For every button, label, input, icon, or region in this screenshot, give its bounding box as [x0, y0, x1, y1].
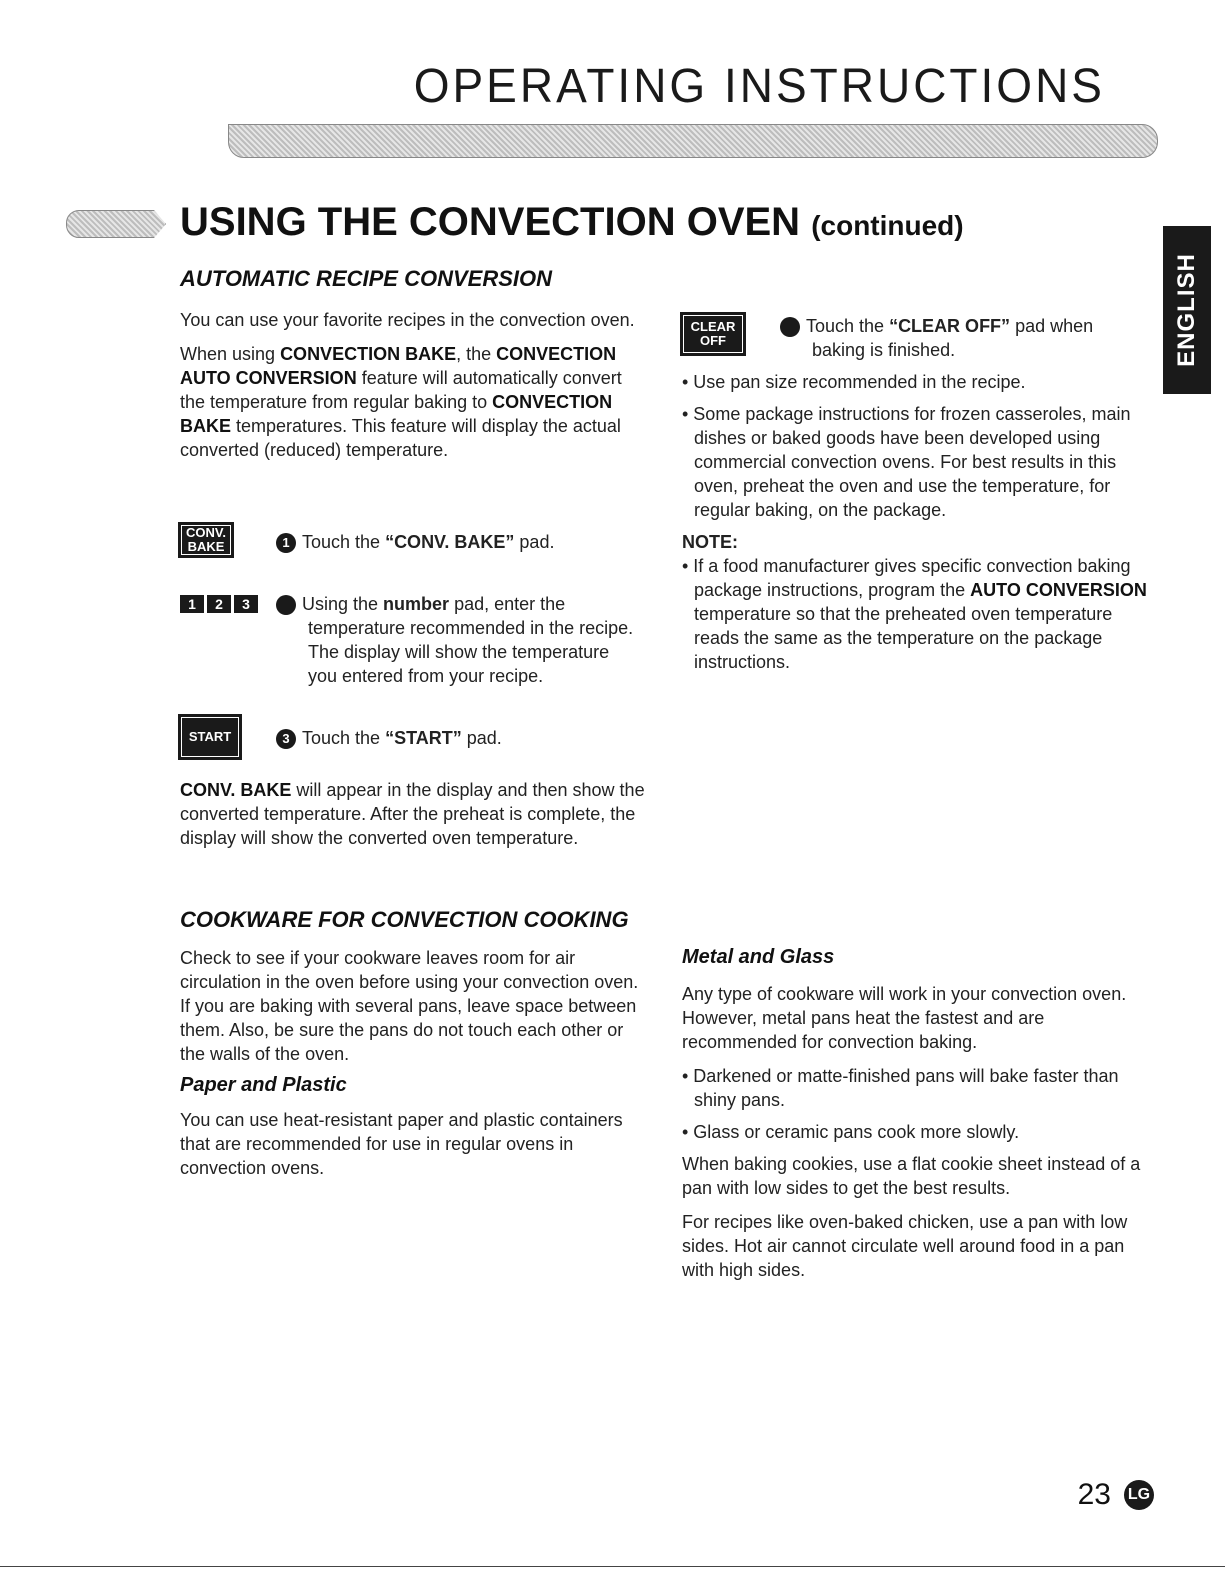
language-tab: [1163, 226, 1211, 394]
step-2-number: 2: [276, 595, 296, 615]
step-3: 3 Touch the “START” pad.: [276, 726, 636, 750]
language-tab-label: ENGLISH: [1173, 253, 1200, 367]
conv-bake-pad-icon: CONV. BAKE: [178, 522, 234, 558]
section-heading: [180, 200, 964, 245]
cookware-heading: COOKWARE FOR CONVECTION COOKING: [180, 907, 629, 932]
section-marker: [66, 210, 166, 238]
metal-glass-heading: Metal and Glass: [682, 946, 835, 968]
clear-off-pad-icon: CLEAR OFF: [680, 312, 746, 356]
chicken-text: For recipes like oven-baked chicken, use a pan with low sides. Hot air cannot circulate well around food in a pan with high sides.: [682, 1212, 1128, 1280]
page-title: OPERATING INSTRUCTIONS: [413, 57, 1105, 113]
tip-pan-size: • Use pan size recommended in the recipe.: [682, 372, 1026, 392]
auto-conversion-description: When using CONVECTION BAKE, the CONVECTION AUTO CONVERSION feature will automatically convert the temperature from regular baking to CONVECTION BAKE temperatures. This feature will display the actual converted (reduced) temperature.: [180, 344, 622, 460]
step-1-number: 1: [276, 533, 296, 553]
section-suffix: (continued): [811, 210, 964, 241]
metal-glass-text: Any type of cookware will work in your convection oven. However, metal pans heat the fastest and are recommended for convection baking.: [682, 984, 1127, 1052]
section-title: USING THE CONVECTION OVEN: [180, 200, 801, 244]
step-3-number: 3: [276, 729, 296, 749]
step-4: 4 Touch the “CLEAR OFF” pad when baking is finished.: [770, 316, 1094, 360]
step-4-number: 4: [780, 317, 800, 337]
paper-plastic-text: You can use heat-resistant paper and plastic containers that are recommended for use in regular ovens in convection ovens.: [180, 1110, 623, 1178]
number-pad-icon: 1 2 3: [180, 595, 258, 613]
page-number: 23: [1077, 1478, 1111, 1511]
auto-conversion-intro: You can use your favorite recipes in the convection oven.: [180, 310, 635, 330]
tip-darkened-pans: • Darkened or matte-finished pans will bake faster than shiny pans.: [682, 1066, 1119, 1110]
cookie-text: When baking cookies, use a flat cookie sheet instead of a pan with low sides to get the best results.: [682, 1154, 1141, 1198]
cookware-intro: Check to see if your cookware leaves room for air circulation in the oven before using your convection oven. If you are baking with several pans, leave space between them. Also, be sure the pans do not touch each other or the walls of the oven.: [180, 948, 639, 1064]
conv-bake-display-note: CONV. BAKE will appear in the display and then show the converted temperature. After the preheat is complete, the display will show the converted oven temperature.: [180, 780, 645, 848]
auto-conversion-body: [180, 308, 640, 472]
step-2: 2 Using the number pad, enter the temperature recommended in the recipe. The display will show the temperature you entered from your recipe.: [266, 594, 634, 686]
auto-conversion-tips: [682, 370, 1160, 682]
paper-plastic-heading: Paper and Plastic: [180, 1074, 347, 1096]
start-pad-icon: START: [178, 714, 242, 760]
auto-conversion-heading: AUTOMATIC RECIPE CONVERSION: [180, 266, 552, 291]
title-decorative-bar: [228, 124, 1158, 158]
lg-logo-icon: LG: [1124, 1480, 1154, 1510]
bottom-rule: [0, 1566, 1225, 1567]
tip-package-instructions: • Some package instructions for frozen casseroles, main dishes or baked goods have been developed using commercial convection ovens. For best results in this oven, preheat the oven and use the temperature, for regular baking, on the package.: [682, 404, 1131, 520]
note-text: • If a food manufacturer gives specific convection baking package instructions, program the AUTO CONVERSION temperature so that the preheated oven temperature reads the same as the temperature on the package instructions.: [682, 556, 1147, 672]
metal-glass-body: [682, 982, 1160, 1292]
note-label: NOTE:: [682, 532, 738, 552]
tip-glass-pans: • Glass or ceramic pans cook more slowly.: [682, 1122, 1020, 1142]
step-1: 1 Touch the “CONV. BAKE” pad.: [276, 530, 636, 554]
